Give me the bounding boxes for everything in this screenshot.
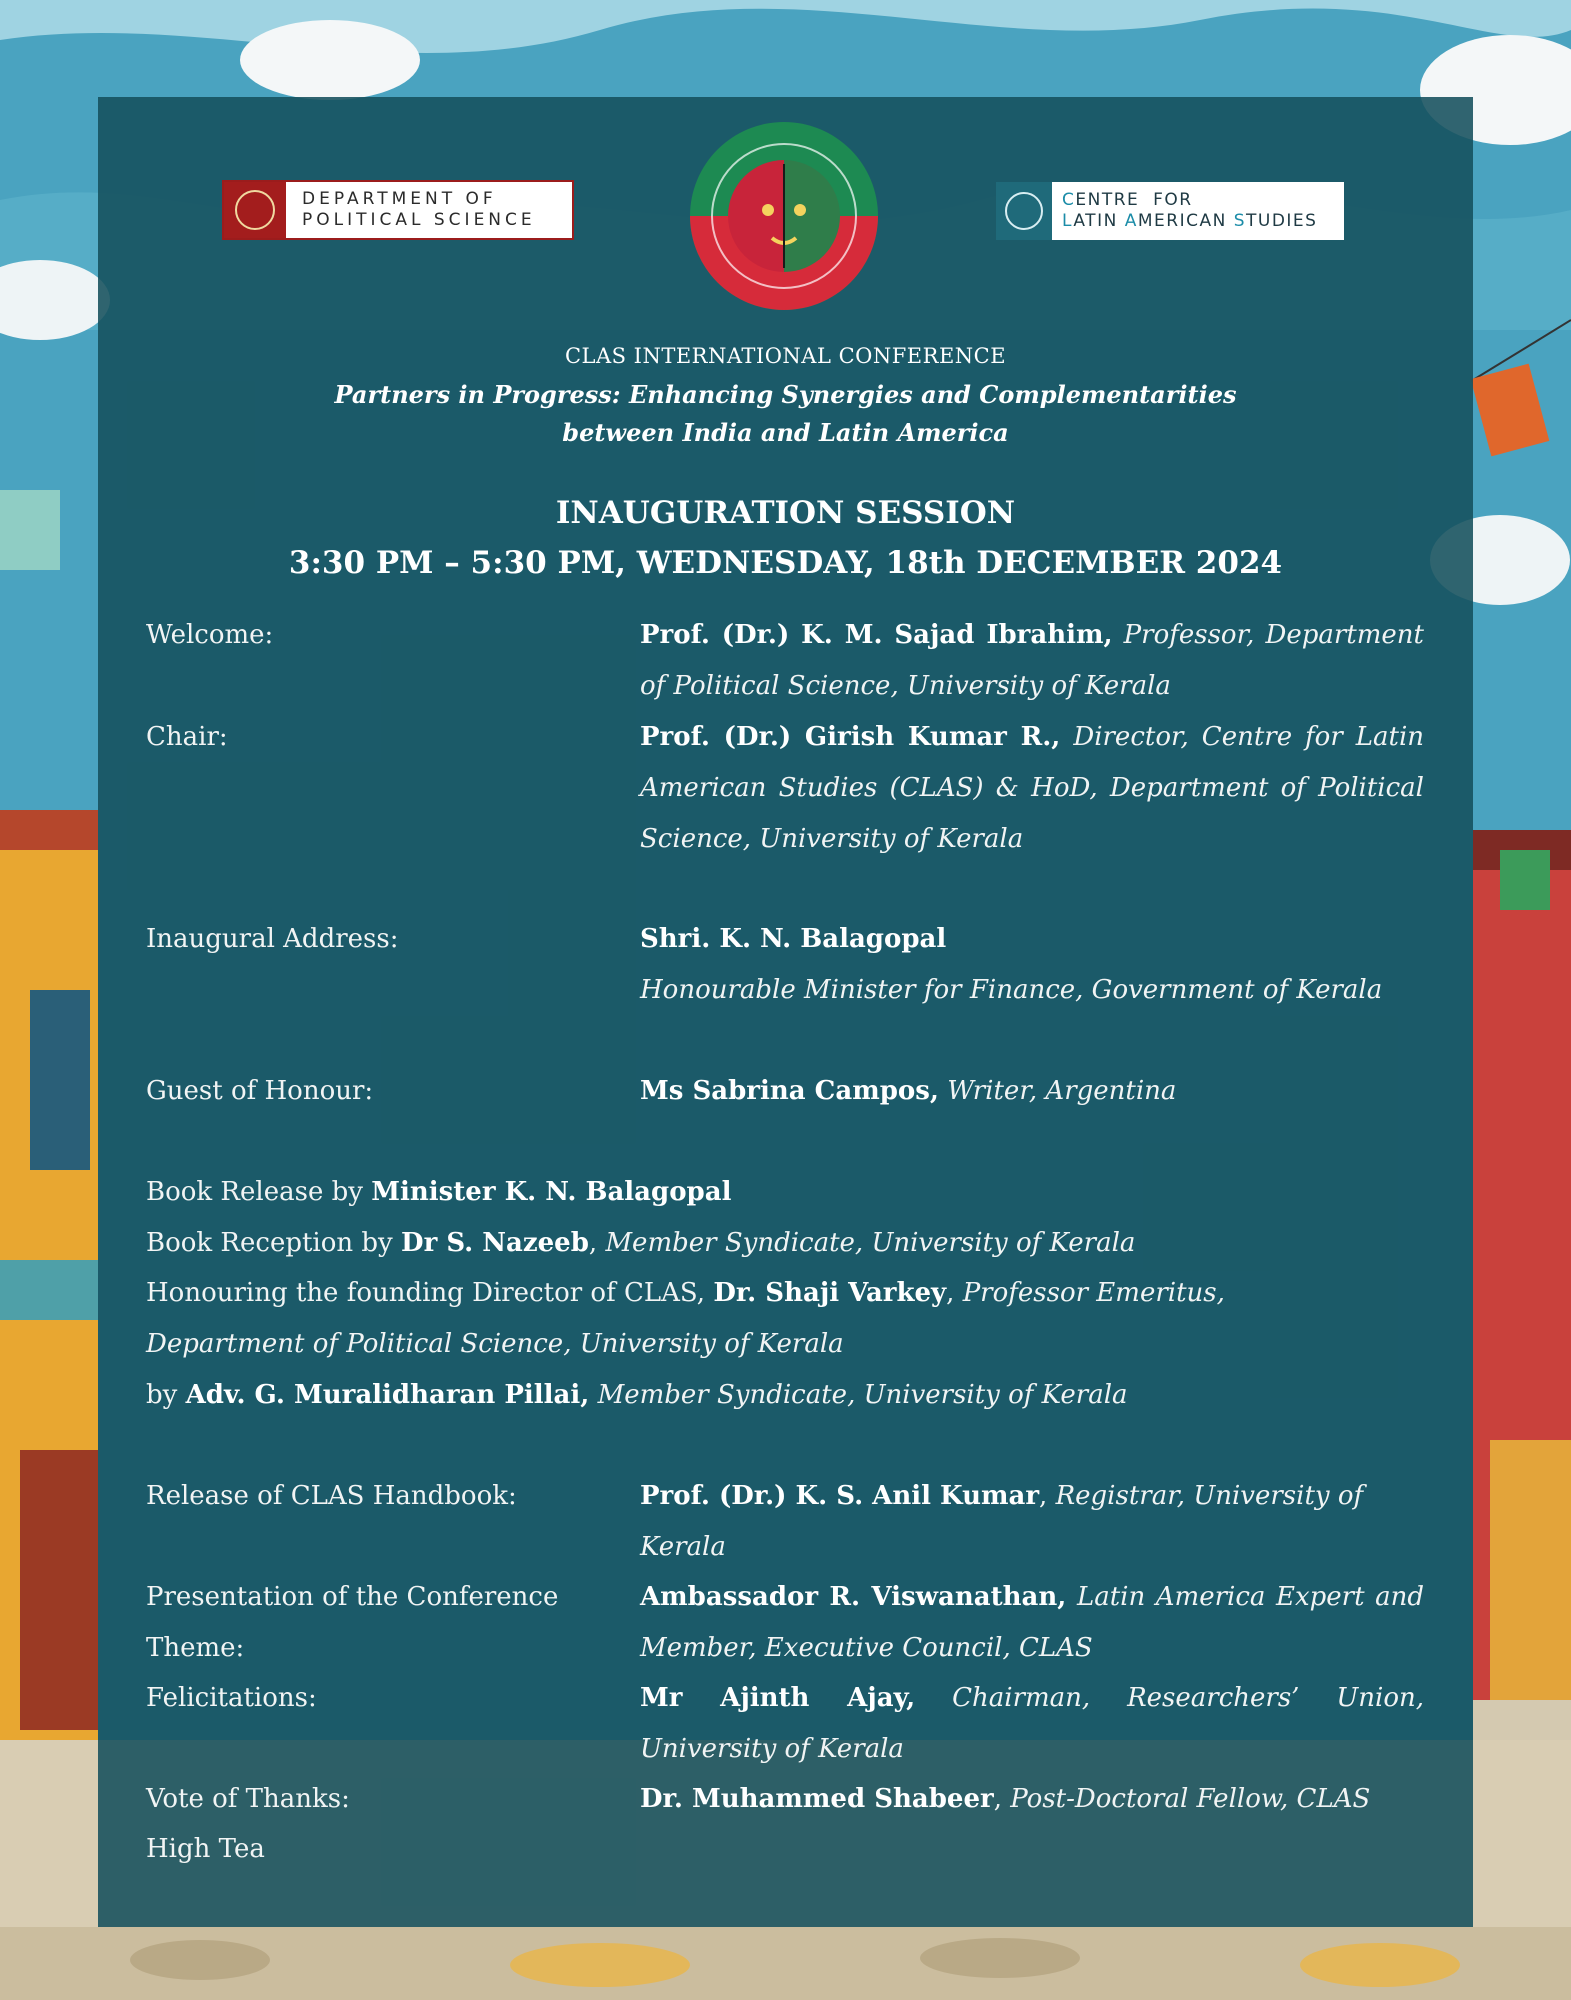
honouring-by-prefix: by [146, 1380, 186, 1410]
book-release-prefix: Book Release by [146, 1177, 372, 1207]
conference-title: CLAS INTERNATIONAL CONFERENCE [564, 344, 1007, 368]
clas-logo-text [1062, 190, 1317, 232]
welcome-name: Prof. (Dr.) K. M. Sajad Ibrahim, [640, 620, 1113, 650]
honouring-desc: Professor Emeritus, Department of Political Science, University of Kerala [146, 1278, 1225, 1359]
inaugural-desc: Honourable Minister for Finance, Government of Kerala [640, 975, 1383, 1005]
felicitations-label: Felicitations: [146, 1683, 317, 1713]
theme-label: Presentation of the Conference Theme: [146, 1582, 559, 1663]
honouring-sep: , [946, 1278, 963, 1308]
book-reception-name: Dr S. Nazeeb [401, 1228, 589, 1258]
chair-desc: Director, Centre for Latin American Studies (CLAS) & HoD, Department of Political Science, University of Kerala [640, 722, 1425, 854]
book-reception [146, 1218, 1424, 1269]
university-crest-icon-right [996, 182, 1052, 240]
conference-subtitle-line2: between India and Latin America [562, 418, 1009, 447]
logo-left-line1: DEPARTMENT OF [302, 189, 497, 209]
honouring [146, 1268, 1346, 1370]
session-name: INAUGURATION SESSION [555, 495, 1016, 531]
felicitations-value [640, 1673, 1424, 1775]
inaugural-value [640, 914, 1424, 1016]
handbook-sep: , [1039, 1481, 1056, 1511]
thanks-name: Dr. Muhammed Shabeer [640, 1784, 994, 1814]
book-release-name: Minister K. N. Balagopal [371, 1177, 732, 1207]
handbook-label: Release of CLAS Handbook: [146, 1481, 517, 1511]
handbook-desc: Registrar, University of Kerala [640, 1481, 1364, 1562]
book-reception-prefix: Book Reception by [146, 1228, 402, 1258]
thanks-value [640, 1774, 1424, 1825]
welcome-desc: Professor, Department of Political Science, University of Kerala [640, 620, 1424, 701]
political-science-logo-text [302, 189, 536, 231]
thanks-label: Vote of Thanks: [146, 1784, 350, 1814]
thanks-sep: , [993, 1784, 1011, 1814]
chair-label: Chair: [146, 722, 228, 752]
book-reception-desc: Member Syndicate, University of Kerala [605, 1228, 1136, 1258]
felicitations-name: Mr Ajinth Ajay, [640, 1683, 916, 1713]
honouring-by [146, 1370, 1424, 1421]
felicitations-desc: Chairman, Researchers’ Union, University of Kerala [640, 1683, 1424, 1764]
theme-desc: Latin America Expert and Member, Executive Council, CLAS [640, 1582, 1424, 1663]
chair-name: Prof. (Dr.) Girish Kumar R., [640, 722, 1061, 752]
honouring-by-name: Adv. G. Muralidharan Pillai, [185, 1380, 590, 1410]
logo-right-line1: CENTRE FOR [1062, 190, 1193, 210]
clas-logo [996, 182, 1344, 240]
conference-subtitle [98, 376, 1473, 452]
logo-left-line2: POLITICAL SCIENCE [302, 210, 536, 230]
high-tea: High Tea [146, 1834, 265, 1864]
thanks-desc: Post-Doctoral Fellow, CLAS [1010, 1784, 1371, 1814]
welcome-value [640, 610, 1424, 712]
honouring-prefix: Honouring the founding Director of CLAS, [146, 1278, 714, 1308]
guest-desc: Writer, Argentina [947, 1076, 1177, 1106]
guest-label: Guest of Honour: [146, 1076, 374, 1106]
honouring-name: Dr. Shaji Varkey [713, 1278, 947, 1308]
guest-name: Ms Sabrina Campos, [640, 1076, 939, 1106]
chair-value [640, 712, 1424, 865]
welcome-label: Welcome: [146, 620, 274, 650]
inaugural-label: Inaugural Address: [146, 924, 399, 954]
political-science-logo [222, 180, 574, 240]
theme-name: Ambassador R. Viswanathan, [640, 1582, 1067, 1612]
conference-subtitle-line1: Partners in Progress: Enhancing Synergies and Complementarities [334, 380, 1237, 409]
logo-right-line2: LATIN AMERICAN STUDIES [1062, 211, 1318, 231]
book-reception-sep: , [588, 1228, 606, 1258]
handbook-value [640, 1471, 1424, 1573]
session-heading [98, 488, 1473, 588]
university-crest-icon [224, 182, 286, 238]
session-time: 3:30 PM – 5:30 PM, WEDNESDAY, 18th DECEMBER 2024 [288, 545, 1283, 581]
conference-emblem-icon [688, 120, 880, 312]
handbook-name: Prof. (Dr.) K. S. Anil Kumar [640, 1481, 1040, 1511]
guest-value [640, 1066, 1424, 1117]
inaugural-name: Shri. K. N. Balagopal [640, 924, 947, 954]
theme-value [640, 1572, 1424, 1674]
book-release [146, 1167, 1424, 1218]
honouring-by-desc: Member Syndicate, University of Kerala [589, 1380, 1128, 1410]
